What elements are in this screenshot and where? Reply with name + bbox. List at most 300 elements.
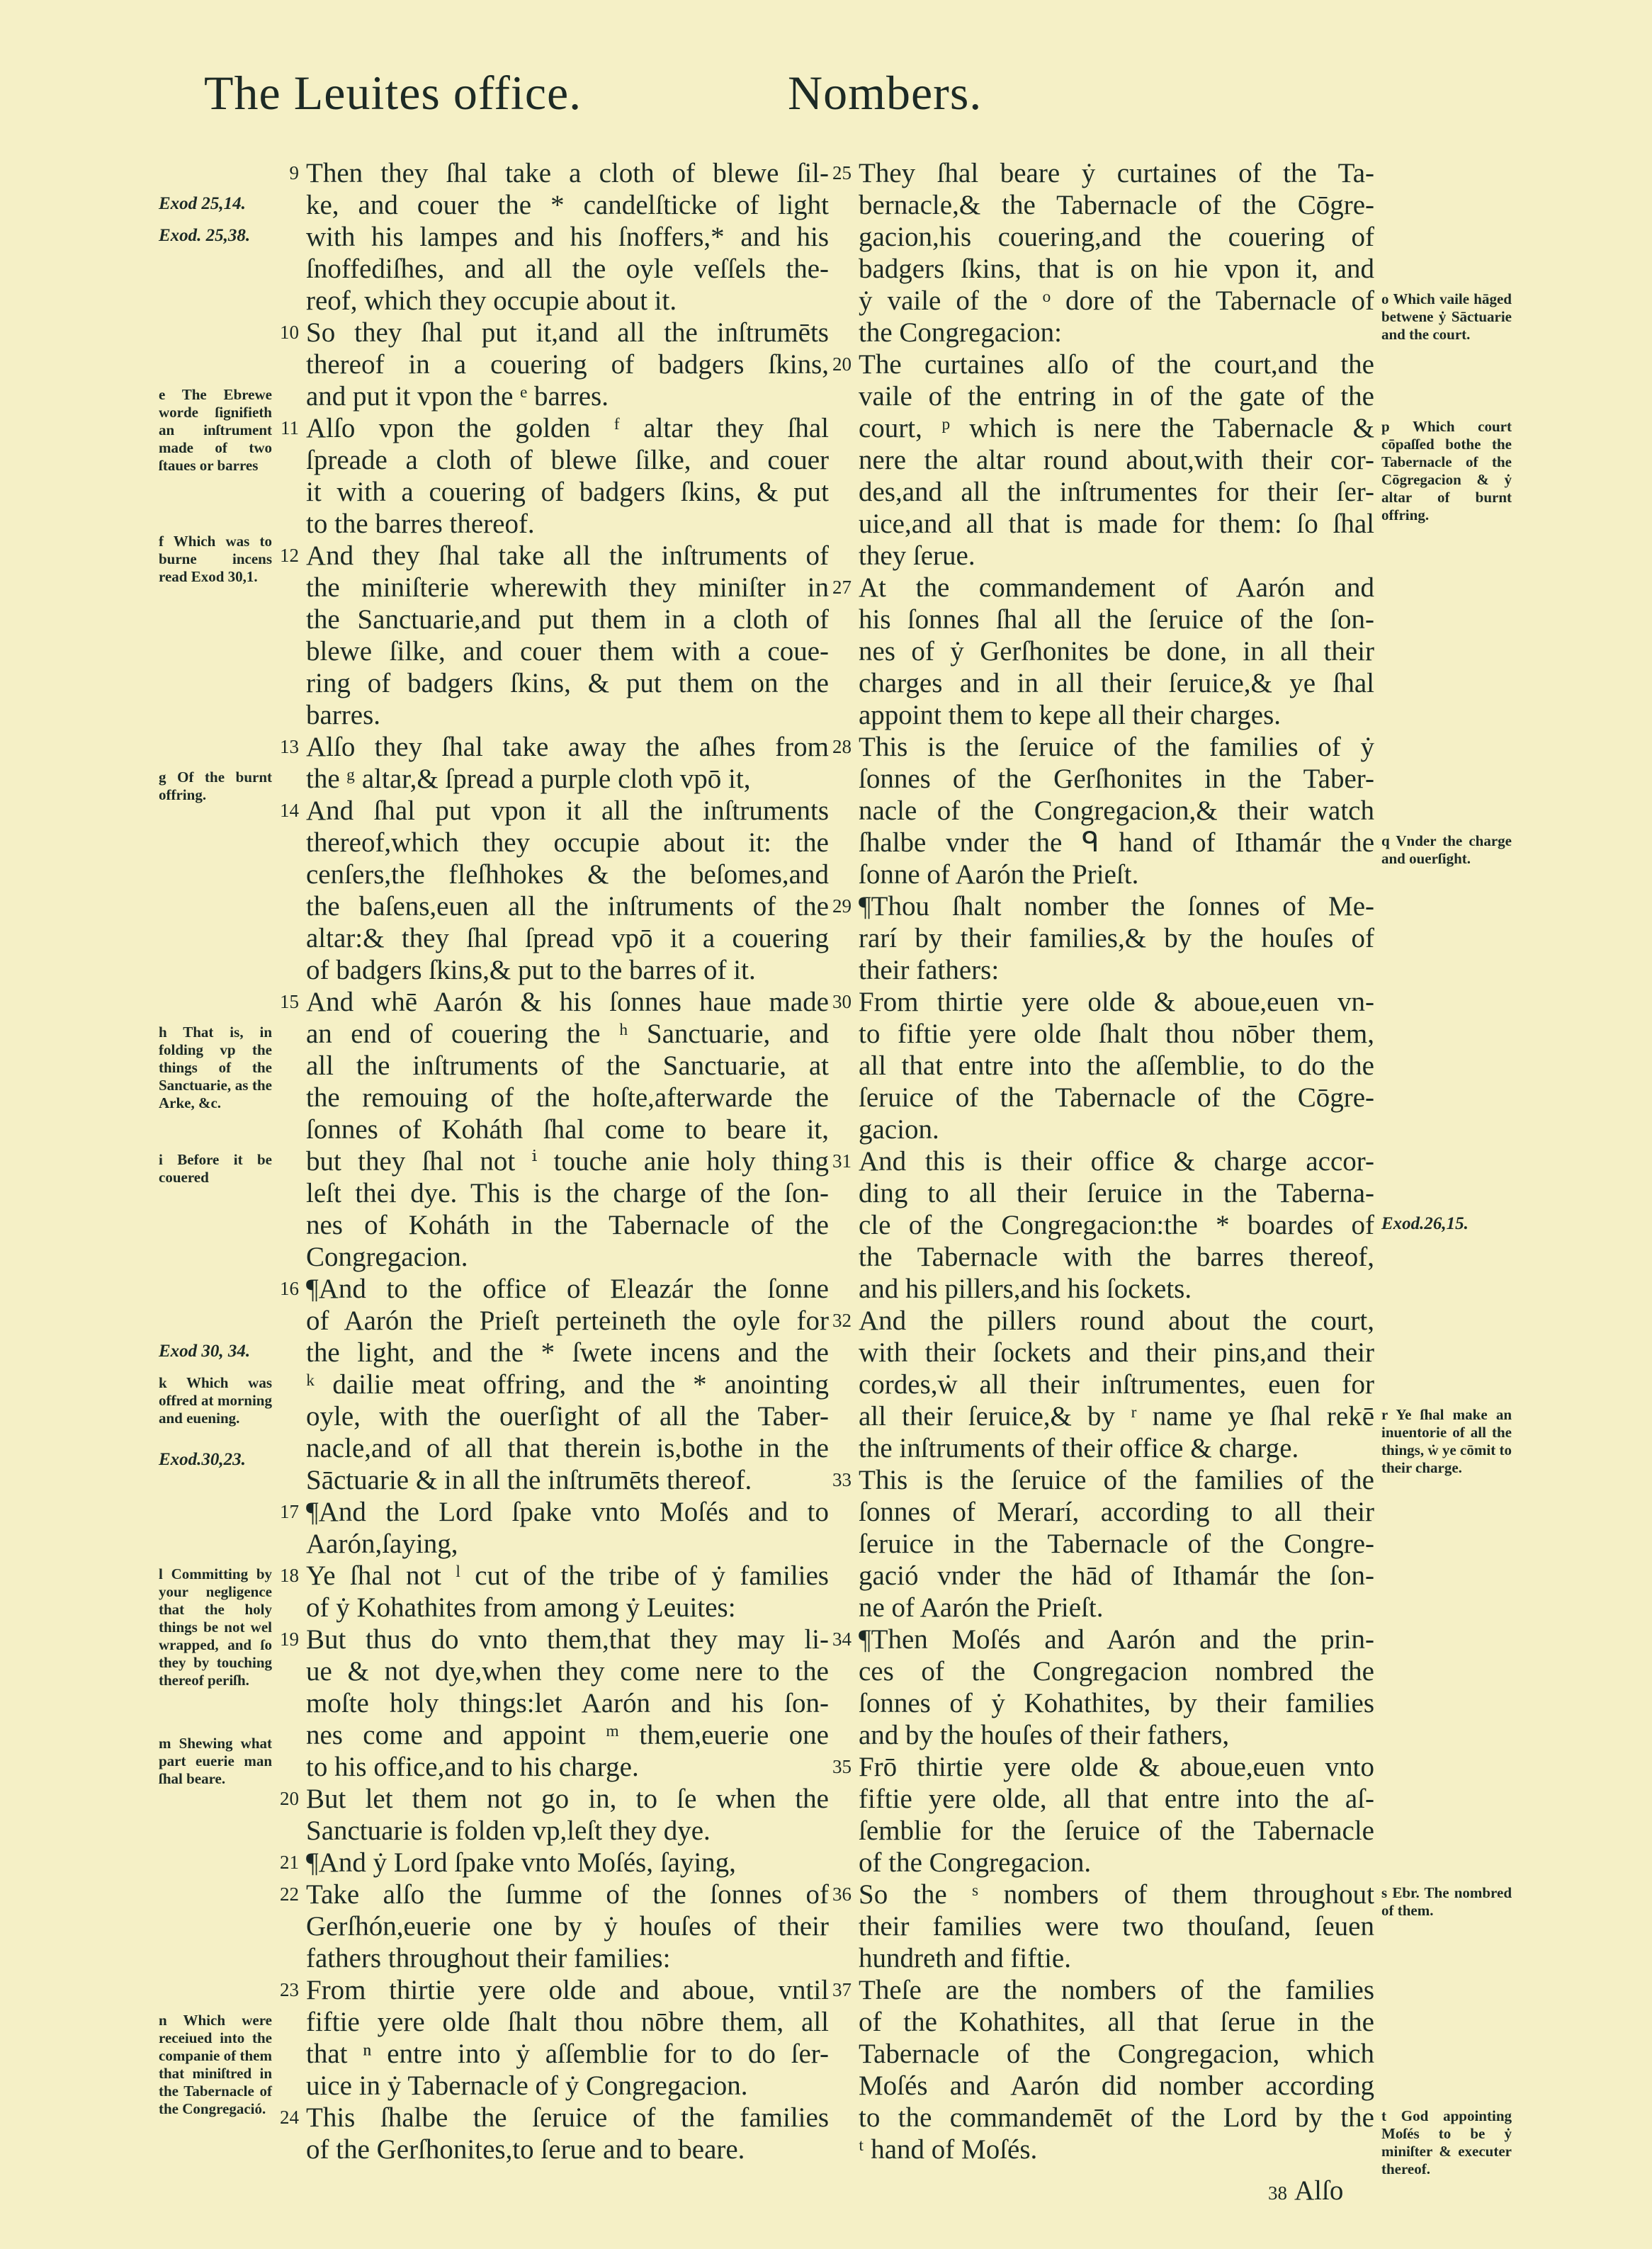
line-text: ¶Then Moſés and Aarón and the prin- xyxy=(859,1624,1374,1655)
line-text: to his office,and to his charge. xyxy=(306,1752,639,1782)
verse-number: 19 xyxy=(280,1628,299,1650)
line-text: ſeruice in the Tabernacle of the Congre- xyxy=(859,1529,1374,1559)
line-text: the baſens,euen all the inſtruments of the xyxy=(306,891,829,922)
line-text: gacion. xyxy=(859,1114,939,1145)
margin-note: s Ebr. The nombred of them. xyxy=(1381,1884,1512,1919)
verse-number: 25 xyxy=(832,162,852,183)
line-text: And whē Aarón & his ſonnes haue made xyxy=(306,987,829,1017)
line-text: their fathers: xyxy=(859,955,1000,985)
line-text: And they ſhal take all the inſtruments of xyxy=(306,540,829,571)
line-text: fathers throughout their families: xyxy=(306,1943,671,1973)
text-line xyxy=(859,508,1374,540)
line-text: to fiftie yere olde ſhalt thou nōber them, xyxy=(859,1019,1374,1049)
verse-number: 16 xyxy=(280,1278,299,1299)
line-text: Alſo they ſhal take away the aſhes from xyxy=(306,732,829,762)
line-text: And the pillers round about the court, xyxy=(859,1305,1374,1336)
line-text: And this is their office & charge accor- xyxy=(859,1146,1374,1177)
text-line xyxy=(306,667,829,699)
line-text: From thirtie yere olde and aboue, vntil xyxy=(306,1975,829,2005)
text-line xyxy=(280,1496,829,1528)
text-line xyxy=(859,1847,1374,1879)
text-line xyxy=(306,635,829,667)
text-line xyxy=(306,763,829,795)
text-line xyxy=(859,795,1374,827)
text-line xyxy=(306,1369,829,1400)
text-line xyxy=(306,508,829,540)
text-line xyxy=(306,1305,829,1337)
margin-note: g Of the burnt offring. xyxy=(159,769,272,803)
text-line xyxy=(859,2102,1374,2134)
text-line xyxy=(306,1815,829,1847)
text-line xyxy=(859,827,1374,859)
text-line xyxy=(859,1337,1374,1369)
text-line xyxy=(859,1273,1374,1305)
line-text: They ſhal beare ẏ curtaines of the Ta- xyxy=(859,158,1374,188)
text-line xyxy=(859,1783,1374,1815)
line-text: ue & not dye,when they come nere to the xyxy=(306,1656,829,1687)
line-text: of the Congregacion. xyxy=(859,1847,1092,1878)
text-line xyxy=(859,285,1374,317)
line-text: ne of Aarón the Prieſt. xyxy=(859,1592,1104,1623)
verse-number: 34 xyxy=(832,1628,852,1650)
line-text: all that entre into the aſſemblie, to do the xyxy=(859,1050,1374,1081)
verse-number: 28 xyxy=(832,736,852,757)
verse-number: 15 xyxy=(280,991,299,1012)
line-text: bernacle,& the Tabernacle of the Cōgre- xyxy=(859,190,1374,220)
line-text: nacle of the Congregacion,& their watch xyxy=(859,795,1374,826)
text-line xyxy=(832,157,1374,189)
text-line xyxy=(306,2070,829,2102)
text-line xyxy=(859,1910,1374,1942)
text-line xyxy=(859,859,1374,890)
margin-note: p Which court cōpaſſed bothe the Tabernacle of the Cōgregacion & ẏ altar of burnt offring. xyxy=(1381,418,1512,523)
line-text: hundreth and fiftie. xyxy=(859,1943,1071,1973)
line-text: moſte holy things:let Aarón and his ſon- xyxy=(306,1688,829,1718)
line-text: ſpreade a cloth of blewe ſilke, and couer xyxy=(306,445,829,475)
text-line xyxy=(832,986,1374,1018)
text-line xyxy=(859,1687,1374,1719)
line-text: rarí by their families,& by the houſes of xyxy=(859,923,1374,953)
text-line xyxy=(859,2038,1374,2070)
text-line xyxy=(859,1082,1374,1114)
line-text: the ᵍ altar,& ſpread a purple cloth vpō it, xyxy=(306,764,751,794)
verse-number: 21 xyxy=(280,1852,299,1873)
text-line xyxy=(306,827,829,859)
text-line xyxy=(306,380,829,412)
margin-note: o Which vaile hāged betwene ẏ Sāctuarie and the court. xyxy=(1381,290,1512,343)
line-text: Sāctuarie & in all the inſtrumēts thereof. xyxy=(306,1465,752,1495)
margin-note: m Shewing what part euerie man ſhal beare. xyxy=(159,1734,272,1787)
text-line xyxy=(306,699,829,731)
book-title: Nombers. xyxy=(788,66,983,120)
line-text: of Aarón the Prieſt perteineth the oyle for xyxy=(306,1305,829,1336)
text-line xyxy=(859,635,1374,667)
text-line xyxy=(306,1400,829,1432)
verse-number: 27 xyxy=(832,577,852,598)
line-text: nes of ẏ Gerſhonites be done, in all their xyxy=(859,636,1374,667)
text-line xyxy=(859,380,1374,412)
line-text: thereof,which they occupie about it: the xyxy=(306,827,829,858)
text-line xyxy=(306,1655,829,1687)
text-line xyxy=(306,1337,829,1369)
line-text: ding to all their ſeruice in the Taberna- xyxy=(859,1178,1374,1208)
text-line xyxy=(859,954,1374,986)
line-text: ſonne of Aarón the Prieſt. xyxy=(859,859,1139,890)
text-line xyxy=(832,1879,1374,1910)
text-line xyxy=(859,1592,1374,1624)
text-line xyxy=(281,412,829,444)
text-line xyxy=(832,1145,1374,1177)
text-line xyxy=(280,540,829,572)
line-text: nes of Koháth in the Tabernacle of the xyxy=(306,1210,829,1240)
verse-number: 33 xyxy=(832,1469,852,1490)
verse-number: 30 xyxy=(832,991,852,1012)
line-text: cordes,ẇ all their inſtrumentes, euen for xyxy=(859,1369,1374,1400)
left-text-column xyxy=(280,157,829,2165)
line-text: ſhalbe vnder the ᑫ hand of Ithamár the xyxy=(859,827,1374,858)
line-text: the remouing of the hoſte,afterwarde the xyxy=(306,1082,829,1113)
line-text: Alſo vpon the golden ᶠ altar they ſhal xyxy=(306,413,829,443)
verse-number: 14 xyxy=(280,800,299,821)
verse-number: 35 xyxy=(832,1756,852,1777)
line-text: ke, and couer the * candelſticke of light xyxy=(306,190,829,220)
text-line xyxy=(306,476,829,508)
line-text: of the Gerſhonites,to ſerue and to beare. xyxy=(306,2134,745,2165)
text-line xyxy=(859,1815,1374,1847)
text-line xyxy=(306,890,829,922)
line-text: that ⁿ entre into ẏ aſſemblie for to do ſer- xyxy=(306,2039,829,2069)
line-text: nes come and appoint ᵐ them,euerie one xyxy=(306,1720,829,1750)
line-text: but they ſhal not ⁱ touche anie holy thing xyxy=(306,1146,829,1177)
line-text: This is the ſeruice of the families of ẏ xyxy=(859,732,1374,762)
text-line xyxy=(859,1942,1374,1974)
line-text: their families were two thouſand, ſeuen xyxy=(859,1911,1374,1942)
line-text: of ẏ Kohathites from among ẏ Leuites: xyxy=(306,1592,736,1623)
line-text: ring of badgers ſkins, & put them on the xyxy=(306,668,829,698)
catchword-verse-number: 38 xyxy=(1268,2182,1287,2204)
text-line xyxy=(280,1847,829,1879)
line-text: thereof in a couering of badgers ſkins, xyxy=(306,349,829,380)
line-text: Frō thirtie yere olde & aboue,euen vnto xyxy=(859,1752,1374,1782)
margin-note: e The Ebrewe worde ſignifieth an inſtrument made of two ſtaues or barres xyxy=(159,386,272,474)
line-text: the Sanctuarie,and put them in a cloth of xyxy=(306,604,829,635)
text-line xyxy=(306,604,829,635)
text-line xyxy=(859,1719,1374,1751)
text-line xyxy=(306,1082,829,1114)
line-text: ſonnes of the Gerſhonites in the Taber- xyxy=(859,764,1374,794)
text-line xyxy=(859,1114,1374,1145)
text-line xyxy=(832,1624,1374,1655)
text-line xyxy=(306,954,829,986)
line-text: all their ſeruice,& by ʳ name ye ſhal rekē xyxy=(859,1401,1374,1432)
text-line xyxy=(859,412,1374,444)
text-line xyxy=(859,1655,1374,1687)
line-text: with his lampes and his ſnoffers,* and his xyxy=(306,222,829,252)
line-text: At the commandement of Aarón and xyxy=(859,572,1374,603)
line-text: Theſe are the nombers of the families xyxy=(859,1975,1374,2005)
cross-reference: Exod 25,14. xyxy=(159,194,246,213)
line-text: ſnoffediſhes, and all the oyle veſſels the- xyxy=(306,254,829,284)
text-line xyxy=(859,1018,1374,1050)
line-text: the Tabernacle with the barres thereof, xyxy=(859,1242,1374,1272)
line-text: it with a couering of badgers ſkins, & put xyxy=(306,477,829,507)
line-text: ¶And the Lord ſpake vnto Moſés and to xyxy=(306,1497,829,1527)
line-text: fiftie yere olde, all that entre into the aſ- xyxy=(859,1784,1374,1814)
verse-number: 12 xyxy=(280,545,299,566)
text-line xyxy=(832,1305,1374,1337)
line-text: and his pillers,and his ſockets. xyxy=(859,1274,1192,1304)
line-text: to the commandemēt of the Lord by the xyxy=(859,2102,1374,2133)
line-text: ſonnes of Merarí, according to all their xyxy=(859,1497,1374,1527)
text-line xyxy=(859,1432,1374,1464)
verse-number: 13 xyxy=(280,736,299,757)
text-line xyxy=(859,317,1374,349)
text-line xyxy=(859,1209,1374,1241)
line-text: Aarón,ſaying, xyxy=(306,1529,458,1559)
line-text: leſt thei dye. This is the charge of the ſon- xyxy=(306,1178,829,1208)
text-line xyxy=(832,572,1374,604)
line-text: But thus do vnto them,that they may li- xyxy=(306,1624,829,1655)
text-line xyxy=(306,189,829,221)
text-line xyxy=(280,2102,829,2134)
text-line xyxy=(859,189,1374,221)
line-text: gació vnder the hād of Ithamár the ſon- xyxy=(859,1560,1374,1591)
text-line xyxy=(280,1560,829,1592)
text-line xyxy=(859,1369,1374,1400)
line-text: to the barres thereof. xyxy=(306,509,535,539)
text-line xyxy=(306,1177,829,1209)
line-text: badgers ſkins, that is on hie vpon it, and xyxy=(859,254,1374,284)
line-text: ſonnes of Koháth ſhal come to beare it, xyxy=(306,1114,829,1145)
line-text: altar:& they ſhal ſpread vpō it a couering xyxy=(306,923,829,953)
text-line xyxy=(832,1751,1374,1783)
text-line xyxy=(859,2134,1374,2165)
line-text: cenſers,the fleſhhokes & the beſomes,and xyxy=(306,859,829,890)
right-text-column xyxy=(832,157,1374,2165)
line-text: Then they ſhal take a cloth of blewe ſil- xyxy=(306,158,829,188)
text-line xyxy=(306,2006,829,2038)
line-text: ẏ vaile of the ᵒ dore of the Tabernacle of xyxy=(859,285,1374,316)
text-line xyxy=(306,1432,829,1464)
margin-note: r Ye ſhal make an inuentorie of all the things, ẇ ye cōmit to their charge. xyxy=(1381,1406,1512,1476)
verse-number: 24 xyxy=(280,2107,299,2128)
text-line xyxy=(832,1464,1374,1496)
verse-number: 17 xyxy=(280,1501,299,1522)
margin-note: i Before it be couered xyxy=(159,1151,272,1186)
text-line xyxy=(859,763,1374,795)
verse-number: 11 xyxy=(281,417,299,438)
line-text: nere the altar round about,with their cor- xyxy=(859,445,1374,475)
verse-number: 10 xyxy=(280,322,299,343)
text-line xyxy=(859,1050,1374,1082)
line-text: This ſhalbe the ſeruice of the families xyxy=(306,2102,829,2133)
line-text: court, ᵖ which is nere the Tabernacle & xyxy=(859,413,1374,443)
text-line xyxy=(859,540,1374,572)
text-line xyxy=(306,221,829,253)
text-line xyxy=(832,890,1374,922)
line-text: the miniſterie wherewith they miniſter in xyxy=(306,572,829,603)
margin-note: t God appointing Moſés to be ẏ miniſter & executer thereof. xyxy=(1381,2107,1512,2177)
line-text: the light, and the * ſwete incens and the xyxy=(306,1337,829,1368)
text-line xyxy=(306,1145,829,1177)
text-line xyxy=(306,1241,829,1273)
line-text: the inſtruments of their office & charge. xyxy=(859,1433,1299,1463)
line-text: Ye ſhal not ˡ cut of the tribe of ẏ families xyxy=(306,1560,829,1591)
line-text: ſeruice of the Tabernacle of the Cōgre- xyxy=(859,1082,1374,1113)
verse-number: 37 xyxy=(832,1979,852,2000)
text-line xyxy=(306,1592,829,1624)
line-text: the Congregacion: xyxy=(859,317,1062,348)
margin-note: k Which was offred at morning and euening. xyxy=(159,1374,272,1427)
line-text: ᵗ hand of Moſés. xyxy=(859,2134,1038,2165)
line-text: gacion,his couering,and the couering of xyxy=(859,222,1374,252)
margin-note: f Which was to burne incens read Exod 30,1. xyxy=(159,533,272,585)
line-text: fiftie yere olde ſhalt thou nōbre them, all xyxy=(306,2007,829,2037)
text-line xyxy=(859,476,1374,508)
line-text: all the inſtruments of the Sanctuarie, at xyxy=(306,1050,829,1081)
cross-reference: Exod.30,23. xyxy=(159,1450,246,1469)
line-text: oyle, with the ouerſight of all the Taber- xyxy=(306,1401,829,1432)
margin-note: n Which were receiued into the companie of them that miniſtred in the Tabernacle of the Congregació. xyxy=(159,2012,272,2117)
text-line xyxy=(306,922,829,954)
line-text: ces of the Congregacion nombred the xyxy=(859,1656,1374,1687)
text-line xyxy=(859,2006,1374,2038)
text-line xyxy=(306,1719,829,1751)
line-text: reof, which they occupie about it. xyxy=(306,285,677,316)
text-line xyxy=(280,1879,829,1910)
text-line xyxy=(306,1464,829,1496)
catchword-text: Alſo xyxy=(1294,2175,1344,2206)
verse-number: 22 xyxy=(280,1883,299,1905)
line-text: Take alſo the ſumme of the ſonnes of xyxy=(306,1879,829,1910)
verse-number: 29 xyxy=(832,895,852,917)
text-line xyxy=(289,157,829,189)
text-line xyxy=(306,1942,829,1974)
text-line xyxy=(859,604,1374,635)
line-text: des,and all the inſtrumentes for their ſer- xyxy=(859,477,1374,507)
text-line xyxy=(306,1910,829,1942)
line-text: uice,and all that is made for them: ſo ſhal xyxy=(859,509,1374,539)
line-text: And ſhal put vpon it all the inſtruments xyxy=(306,795,829,826)
text-line xyxy=(280,731,829,763)
text-line xyxy=(859,667,1374,699)
text-line xyxy=(832,1974,1374,2006)
verse-number: 20 xyxy=(832,353,852,375)
text-line xyxy=(306,253,829,285)
text-line xyxy=(306,1528,829,1560)
text-line xyxy=(280,1974,829,2006)
line-text: blewe ſilke, and couer them with a coue- xyxy=(306,636,829,667)
text-line xyxy=(306,1114,829,1145)
line-text: of the Kohathites, all that ſerue in the xyxy=(859,2007,1374,2037)
text-line xyxy=(280,1783,829,1815)
margin-note: l Committing by your negligence that the holy things be not wel wrapped, and ſo they by touching thereof periſh. xyxy=(159,1565,272,1689)
verse-number: 31 xyxy=(832,1150,852,1172)
line-text: charges and in all their ſeruice,& ye ſhal xyxy=(859,668,1374,698)
line-text: with their ſockets and their pins,and their xyxy=(859,1337,1374,1368)
verse-number: 23 xyxy=(280,1979,299,2000)
cross-reference: Exod. 25,38. xyxy=(159,226,251,245)
line-text: The curtaines alſo of the court,and the xyxy=(859,349,1374,380)
line-text: nacle,and of all that therein is,bothe in the xyxy=(306,1433,829,1463)
line-text: an end of couering the ʰ Sanctuarie, and xyxy=(306,1019,829,1049)
text-line xyxy=(280,795,829,827)
line-text: Gerſhón,euerie one by ẏ houſes of their xyxy=(306,1911,829,1942)
text-line xyxy=(859,922,1374,954)
text-line xyxy=(306,572,829,604)
text-line xyxy=(306,1018,829,1050)
line-text: Moſés and Aarón did nomber according xyxy=(859,2070,1374,2101)
line-text: Congregacion. xyxy=(306,1242,468,1272)
text-line xyxy=(859,1241,1374,1273)
text-line xyxy=(832,731,1374,763)
cross-reference: Exod 30, 34. xyxy=(159,1342,251,1361)
text-line xyxy=(832,349,1374,380)
text-line xyxy=(280,1273,829,1305)
line-text: they ſerue. xyxy=(859,540,975,571)
line-text: vaile of the entring in of the gate of the xyxy=(859,381,1374,412)
text-line xyxy=(306,2038,829,2070)
text-line xyxy=(306,1050,829,1082)
line-text: ¶And ẏ Lord ſpake vnto Moſés, ſaying, xyxy=(306,1847,736,1878)
running-title: The Leuites office. xyxy=(204,66,582,120)
text-line xyxy=(306,859,829,890)
text-line xyxy=(859,444,1374,476)
line-text: Sanctuarie is folden vp,leſt they dye. xyxy=(306,1815,711,1846)
verse-number: 32 xyxy=(832,1310,852,1331)
verse-number: 20 xyxy=(280,1788,299,1809)
line-text: and by the houſes of their fathers, xyxy=(859,1720,1230,1750)
line-text: barres. xyxy=(306,700,381,730)
cross-reference: Exod.26,15. xyxy=(1381,1214,1469,1233)
text-line xyxy=(306,1751,829,1783)
text-line xyxy=(859,1400,1374,1432)
line-text: cle of the Congregacion:the * boardes of xyxy=(859,1210,1374,1240)
margin-note: q Vnder the charge and ouerſight. xyxy=(1381,832,1512,867)
text-line xyxy=(859,1177,1374,1209)
text-line xyxy=(280,1624,829,1655)
line-text: of badgers ſkins,& put to the barres of it. xyxy=(306,955,756,985)
text-line xyxy=(859,699,1374,731)
text-line xyxy=(859,1496,1374,1528)
verse-number: 9 xyxy=(289,162,299,183)
line-text: and put it vpon the ᵉ barres. xyxy=(306,381,609,412)
text-line xyxy=(859,221,1374,253)
line-text: So the ˢ nombers of them throughout xyxy=(859,1879,1374,1910)
verse-number: 36 xyxy=(832,1883,852,1905)
text-line xyxy=(306,1209,829,1241)
line-text: But let them not go in, to ſe when the xyxy=(306,1784,829,1814)
text-line xyxy=(306,2134,829,2165)
line-text: Tabernacle of the Congregacion, which xyxy=(859,2039,1374,2069)
line-text: appoint them to kepe all their charges. xyxy=(859,700,1282,730)
line-text: ſemblie for the ſeruice of the Tabernacle xyxy=(859,1815,1374,1846)
line-text: ¶Thou ſhalt nomber the ſonnes of Me- xyxy=(859,891,1374,922)
text-line xyxy=(306,349,829,380)
line-text: uice in ẏ Tabernacle of ẏ Congregacion. xyxy=(306,2070,748,2101)
text-line xyxy=(859,2070,1374,2102)
line-text: ᵏ dailie meat offring, and the * anointing xyxy=(306,1369,829,1400)
text-line xyxy=(280,317,829,349)
text-line xyxy=(280,986,829,1018)
line-text: This is the ſeruice of the families of the xyxy=(859,1465,1374,1495)
catchword xyxy=(1268,2175,1343,2206)
text-line xyxy=(859,1528,1374,1560)
line-text: his ſonnes ſhal all the ſeruice of the ſon- xyxy=(859,604,1374,635)
line-text: So they ſhal put it,and all the inſtrumēts xyxy=(306,317,829,348)
margin-note: h That is, in folding vp the things of the Sanctuarie, as the Arke, &c. xyxy=(159,1024,272,1111)
line-text: ſonnes of ẏ Kohathites, by their families xyxy=(859,1688,1374,1718)
